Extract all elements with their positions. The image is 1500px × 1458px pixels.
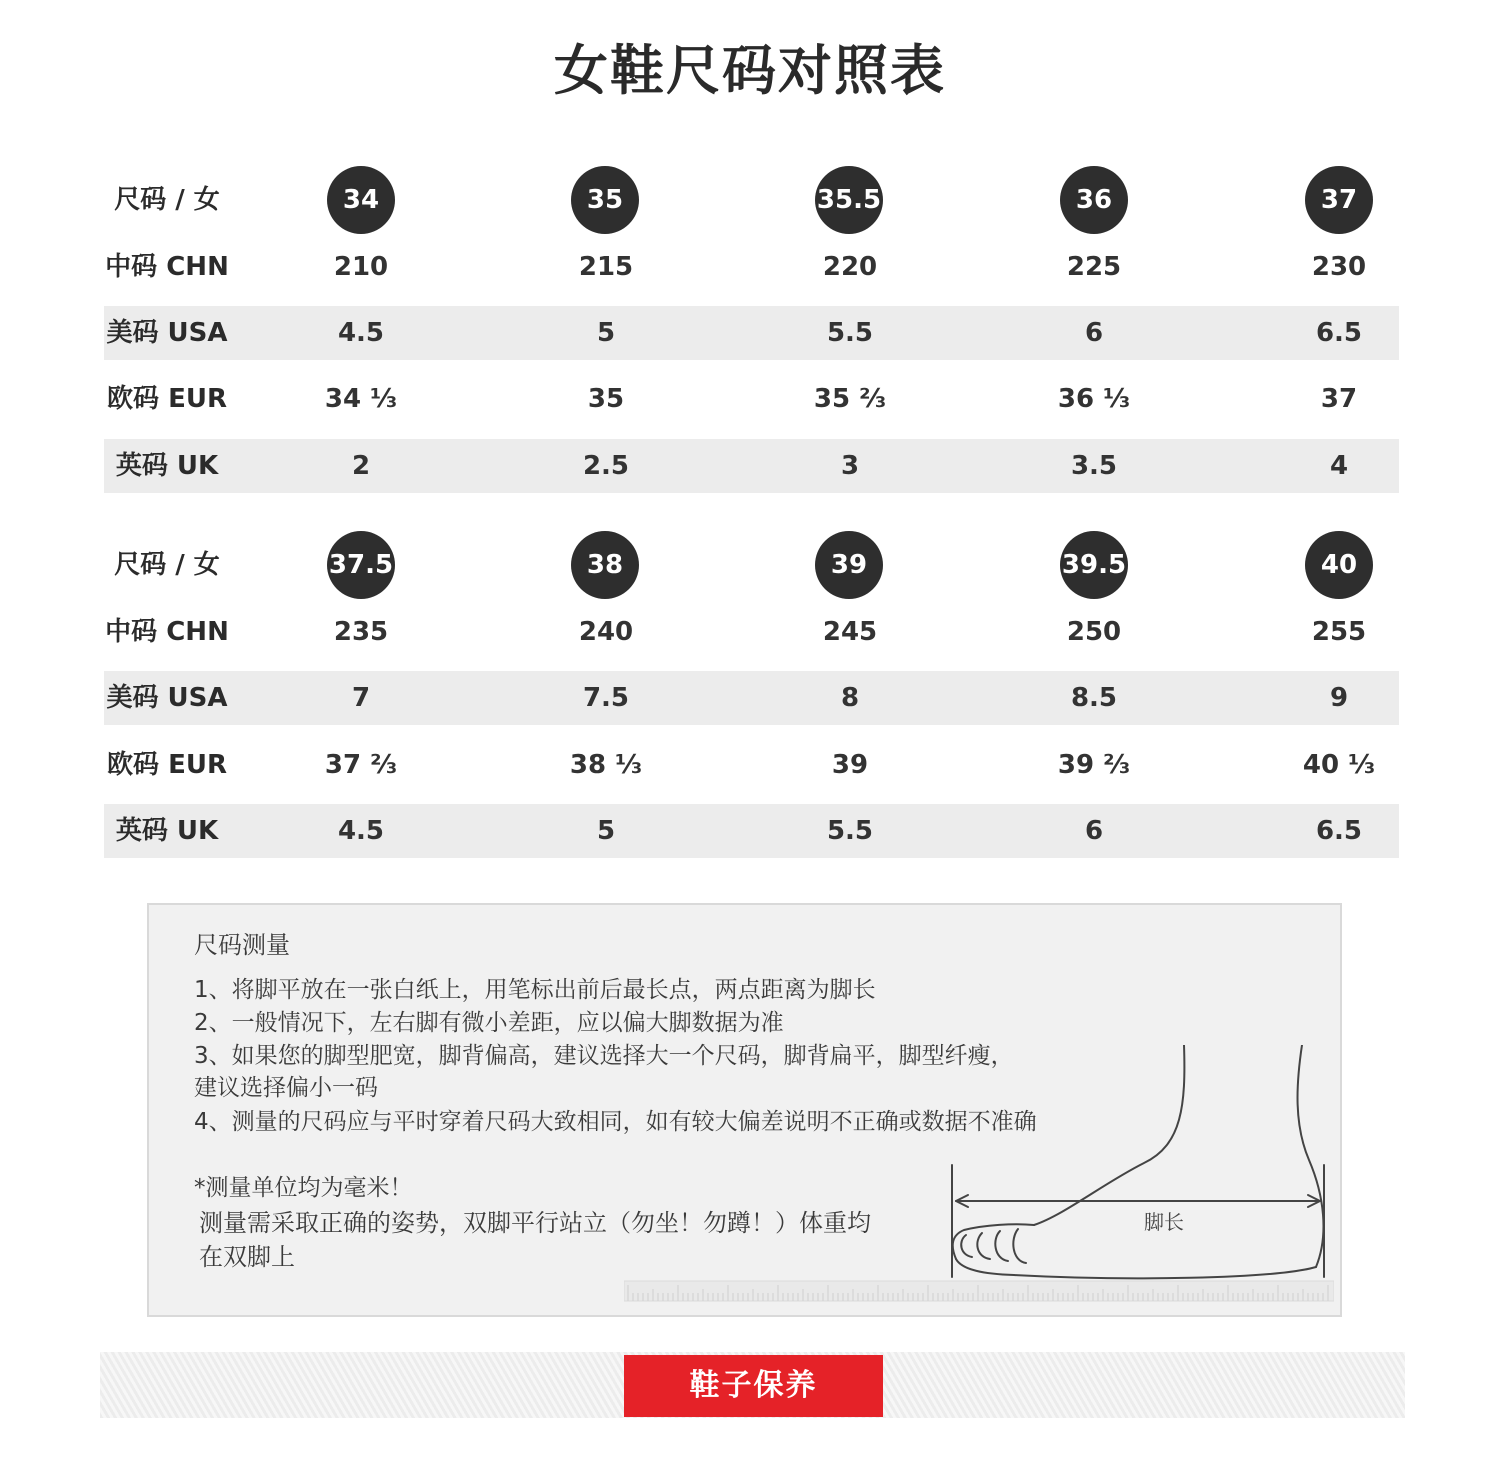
table-cell: 6 <box>1084 318 1104 348</box>
table-cell: 8 <box>840 683 860 713</box>
size-badge: 38 <box>571 531 639 599</box>
row-label: 英码 UK <box>115 816 219 846</box>
guide-line: 1、将脚平放在一张白纸上，用笔标出前后最长点，两点距离为脚长 <box>194 977 876 1003</box>
table-cell: 9 <box>1329 683 1349 713</box>
size-row <box>104 538 1399 592</box>
posture-line: 测量需采取正确的姿势，双脚平行站立（勿坐！勿蹲！）体重均 <box>199 1209 871 1237</box>
table-cell: 35 ⅔ <box>813 384 887 414</box>
table-cell: 3.5 <box>1070 451 1118 481</box>
table-cell: 6.5 <box>1315 318 1363 348</box>
table-row-uk <box>104 439 1399 493</box>
table-cell: 230 <box>1311 252 1367 282</box>
table-cell: 225 <box>1066 252 1122 282</box>
table-row-uk <box>104 804 1399 858</box>
guide-line: 4、测量的尺码应与平时穿着尺码大致相同，如有较大偏差说明不正确或数据不准确 <box>194 1109 1037 1135</box>
row-label: 美码 USA <box>106 318 228 348</box>
table-cell: 5.5 <box>826 318 874 348</box>
table-cell: 2 <box>351 451 371 481</box>
table-cell: 36 ⅓ <box>1057 384 1131 414</box>
row-label: 中码 CHN <box>105 252 229 282</box>
table-cell: 4.5 <box>337 816 385 846</box>
table-cell: 7 <box>351 683 371 713</box>
table-row-eur <box>104 372 1399 426</box>
table-cell: 215 <box>578 252 634 282</box>
table-cell: 240 <box>578 617 634 647</box>
size-badge: 34 <box>327 166 395 234</box>
table-cell: 3 <box>840 451 860 481</box>
table-cell: 8.5 <box>1070 683 1118 713</box>
row-label: 欧码 EUR <box>107 750 227 780</box>
size-badge: 37.5 <box>327 531 395 599</box>
table-cell: 39 ⅔ <box>1057 750 1131 780</box>
size-badge: 39 <box>815 531 883 599</box>
guide-line: 2、一般情况下，左右脚有微小差距，应以偏大脚数据为准 <box>194 1010 784 1036</box>
row-label: 中码 CHN <box>105 617 229 647</box>
table-row-usa <box>104 671 1399 725</box>
size-row <box>104 173 1399 227</box>
foot-length-label: 脚长 <box>1144 1210 1184 1234</box>
guide-line: 3、如果您的脚型肥宽，脚背偏高，建议选择大一个尺码，脚背扁平，脚型纤瘦， <box>194 1043 1014 1069</box>
table-row-usa <box>104 306 1399 360</box>
table-cell: 235 <box>333 617 389 647</box>
table-cell: 245 <box>822 617 878 647</box>
table-cell: 4 <box>1329 451 1349 481</box>
table-cell: 35 <box>587 384 625 414</box>
measurement-guide <box>147 903 1342 1317</box>
size-badge: 40 <box>1305 531 1373 599</box>
measurement-heading: 尺码测量 <box>194 931 290 959</box>
row-label: 欧码 EUR <box>107 384 227 414</box>
table-cell: 38 ⅓ <box>569 750 643 780</box>
table-cell: 37 ⅔ <box>324 750 398 780</box>
table-row-chn <box>104 240 1399 294</box>
shoe-care-button[interactable]: 鞋子保养 <box>624 1355 883 1417</box>
table-cell: 220 <box>822 252 878 282</box>
table-cell: 2.5 <box>582 451 630 481</box>
size-row-label: 尺码 / 女 <box>114 185 220 215</box>
size-badge: 35 <box>571 166 639 234</box>
table-cell: 40 ⅓ <box>1302 750 1376 780</box>
table-row-chn <box>104 605 1399 659</box>
table-cell: 5 <box>596 318 616 348</box>
table-cell: 5 <box>596 816 616 846</box>
table-cell: 37 <box>1320 384 1358 414</box>
row-label: 英码 UK <box>115 451 219 481</box>
size-badge: 37 <box>1305 166 1373 234</box>
table-cell: 39 <box>831 750 869 780</box>
table-cell: 6 <box>1084 816 1104 846</box>
table-row-eur <box>104 738 1399 792</box>
table-cell: 6.5 <box>1315 816 1363 846</box>
table-cell: 210 <box>333 252 389 282</box>
table-cell: 7.5 <box>582 683 630 713</box>
size-badge: 35.5 <box>815 166 883 234</box>
table-cell: 255 <box>1311 617 1367 647</box>
row-label: 美码 USA <box>106 683 228 713</box>
posture-line: 在双脚上 <box>199 1243 295 1271</box>
unit-note: *测量单位均为毫米！ <box>194 1175 413 1201</box>
table-cell: 4.5 <box>337 318 385 348</box>
size-row-label: 尺码 / 女 <box>114 550 220 580</box>
foot-diagram-icon <box>944 1045 1339 1295</box>
table-cell: 5.5 <box>826 816 874 846</box>
guide-line: 建议选择偏小一码 <box>194 1075 378 1101</box>
page-title: 女鞋尺码对照表 <box>554 39 946 102</box>
size-badge: 39.5 <box>1060 531 1128 599</box>
size-badge: 36 <box>1060 166 1128 234</box>
table-cell: 34 ⅓ <box>324 384 398 414</box>
table-cell: 250 <box>1066 617 1122 647</box>
